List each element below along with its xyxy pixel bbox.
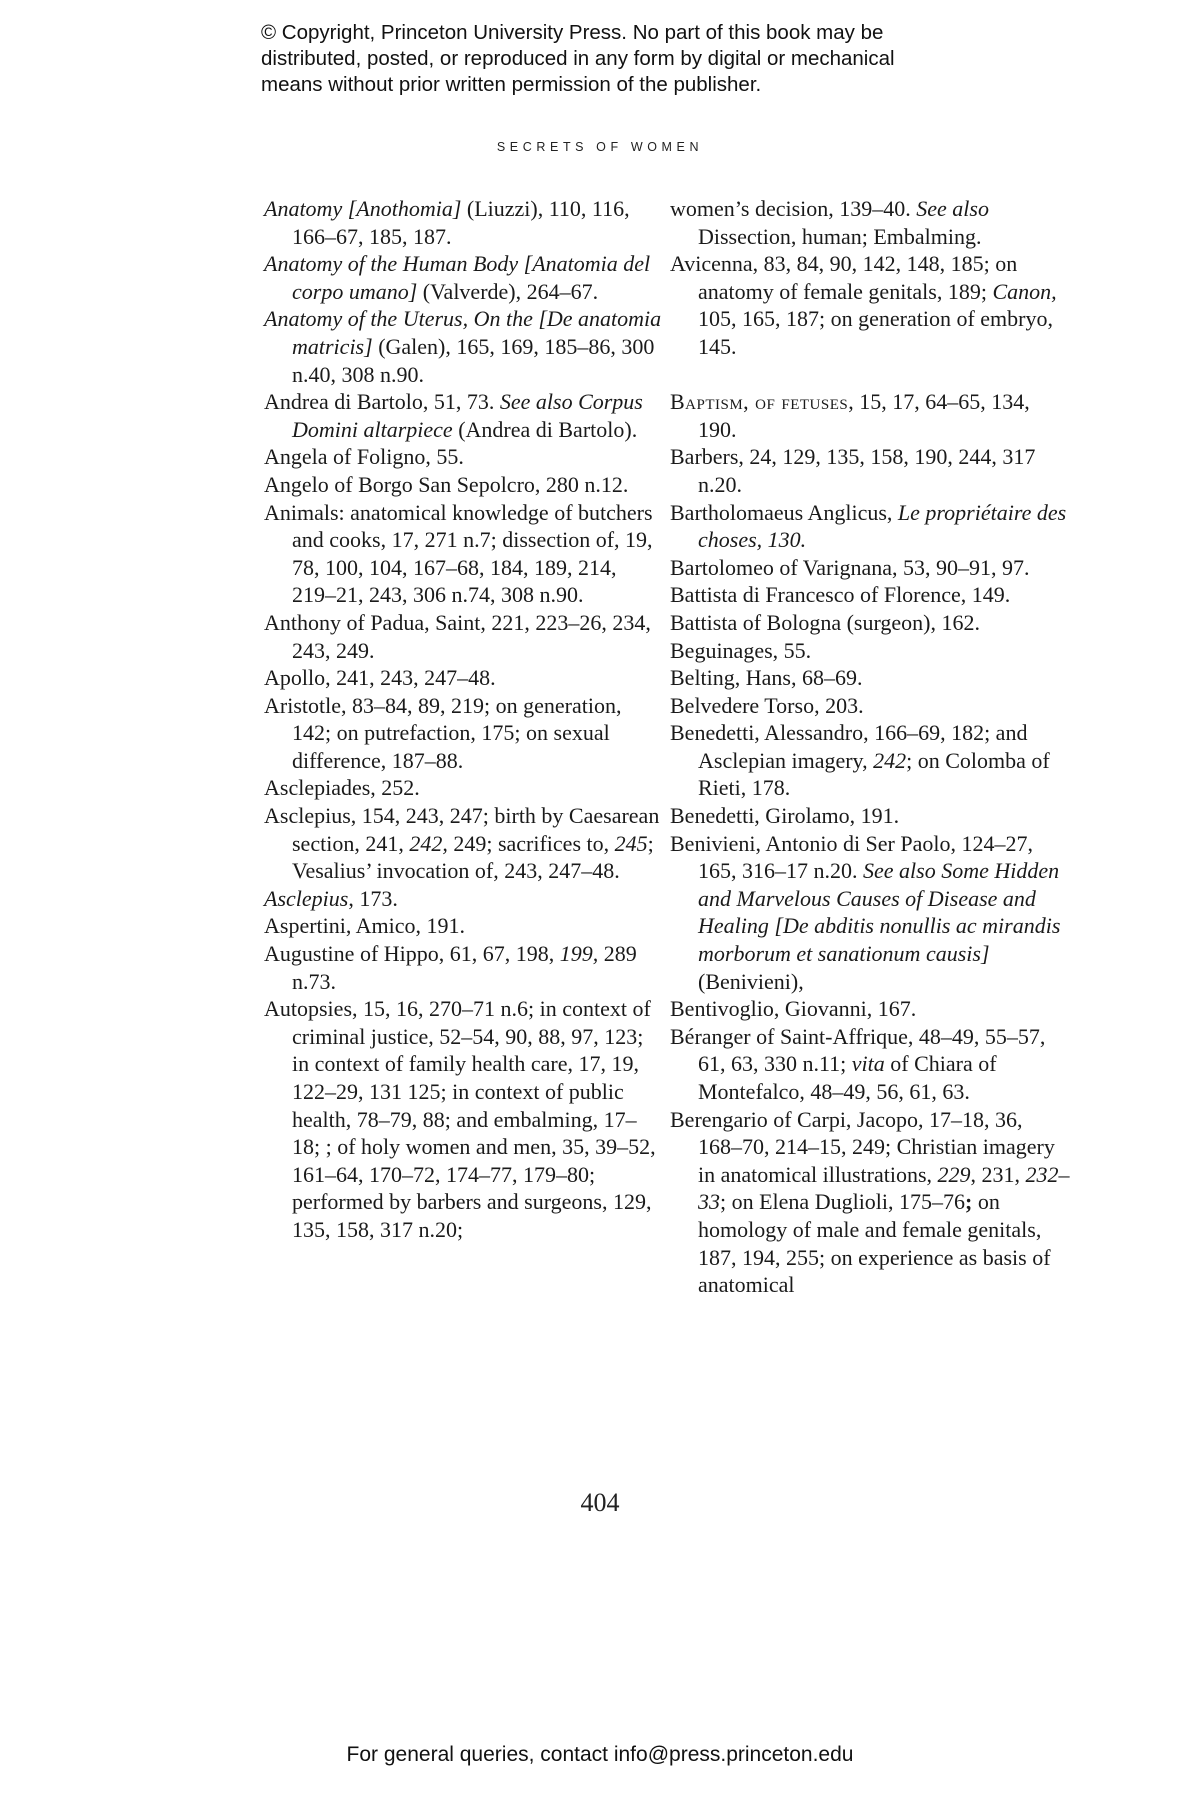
index-entry: Bartolomeo of Varignana, 53, 90–91, 97.	[670, 554, 1030, 580]
index-entry: Bentivoglio, Giovanni, 167.	[670, 996, 917, 1022]
index-entry: Angela of Foligno, 55.	[264, 444, 464, 470]
index-entry: Berengario of Carpi, Jacopo, 17–18, 36, 168–70, 214–15, 249; Christian imagery in anatomical illustrations, 229, 231, 232–33; on Elena Duglioli, 175–76; on homology of male and female genitals, 187, 194, 255; on experience as basis of anatomical	[670, 1106, 1070, 1298]
index-entry: Benivieni, Antonio di Ser Paolo, 124–27, 165, 316–17 n.20. See also Some Hidden and Marvelous Causes of Disease and Healing [De abditis nonullis ac mirandis morborum et sanationum causis] (Benivieni),	[670, 830, 1061, 994]
index-entry: Aristotle, 83–84, 89, 219; on generation, 142; on putrefaction, 175; on sexual difference, 187–88.	[264, 692, 622, 773]
index-entry: Asclepius, 173.	[264, 885, 398, 911]
index-entry: Baptism, of fetuses, 15, 17, 64–65, 134, 190.	[670, 389, 1030, 442]
index-entry: Barbers, 24, 129, 135, 158, 190, 244, 317 n.20.	[670, 444, 1036, 497]
index-entry: Animals: anatomical knowledge of butchers and cooks, 17, 271 n.7; dissection of, 19, 78, 100, 104, 167–68, 184, 189, 214, 219–21, 243, 306 n.74, 308 n.90.	[264, 499, 653, 608]
index-entry: Apollo, 241, 243, 247–48.	[264, 665, 496, 691]
index-entry: Anatomy [Anothomia] (Liuzzi), 110, 116, 166–67, 185, 187.	[264, 196, 630, 249]
running-head: SECRETS OF WOMEN	[496, 140, 704, 154]
copyright-notice	[261, 20, 1021, 98]
index-entry: Anatomy of the Human Body [Anatomia del corpo umano] (Valverde), 264–67.	[264, 251, 651, 304]
copyright-line: means without prior written permission of the publisher.	[261, 73, 762, 96]
index-entry: Aspertini, Amico, 191.	[264, 913, 466, 939]
index-entry: Belvedere Torso, 203.	[670, 692, 864, 718]
index-entry: Belting, Hans, 68–69.	[670, 665, 863, 691]
index-entry: Andrea di Bartolo, 51, 73. See also Corpus Domini altarpiece (Andrea di Bartolo).	[264, 389, 643, 442]
index-entry: Battista di Francesco of Florence, 149.	[670, 582, 1011, 608]
page-number: 404	[580, 1488, 620, 1517]
index-entry: Benedetti, Alessandro, 166–69, 182; and Asclepian imagery, 242; on Colomba of Rieti, 178.	[670, 720, 1050, 801]
index-column-right	[670, 195, 1070, 1299]
index-entry: Angelo of Borgo San Sepolcro, 280 n.12.	[264, 471, 629, 497]
index-entry: Asclepius, 154, 243, 247; birth by Caesarean section, 241, 242, 249; sacrifices to, 245; Vesalius’ invocation of, 243, 247–48.	[264, 803, 660, 884]
index-entry: Anthony of Padua, Saint, 221, 223–26, 234, 243, 249.	[264, 609, 651, 663]
footer-contact: For general queries, contact info@press.princeton.edu	[346, 1743, 854, 1766]
index-entry: Bartholomaeus Anglicus, Le propriétaire des choses, 130.	[670, 499, 1067, 553]
copyright-line: © Copyright, Princeton University Press. No part of this book may be	[261, 21, 884, 44]
index-entry: Avicenna, 83, 84, 90, 142, 148, 185; on anatomy of female genitals, 189; Canon, 105, 165, 187; on generation of embryo, 145.	[670, 251, 1057, 359]
index-entry: Béranger of Saint-Affrique, 48–49, 55–57, 61, 63, 330 n.11; vita of Chiara of Montefalco, 48–49, 56, 61, 63.	[670, 1023, 1046, 1104]
copyright-line: distributed, posted, or reproduced in any form by digital or mechanical	[261, 47, 895, 70]
index-entry: women’s decision, 139–40. See also Dissection, human; Embalming.	[670, 196, 989, 249]
index-entry: Beguinages, 55.	[670, 637, 812, 663]
index-column-left	[264, 195, 664, 1244]
index-entry: Asclepiades, 252.	[264, 775, 420, 801]
index-entry: Battista of Bologna (surgeon), 162.	[670, 609, 980, 635]
index-entry: Autopsies, 15, 16, 270–71 n.6; in context of criminal justice, 52–54, 90, 88, 97, 123; in context of family health care, 17, 19, 122–29, 131 125; in context of public health, 78–79, 88; and embalming, 17–18; ; of holy women and men, 35, 39–52, 161–64, 170–72, 174–77, 179–80; performed by barbers and surgeons, 129, 135, 158, 317 n.20;	[264, 996, 656, 1242]
index-entry: Augustine of Hippo, 61, 67, 198, 199, 289 n.73.	[264, 941, 637, 994]
index-entry: Benedetti, Girolamo, 191.	[670, 803, 900, 829]
index-entry: Anatomy of the Uterus, On the [De anatomia matricis] (Galen), 165, 169, 185–86, 300 n.40, 308 n.90.	[264, 306, 662, 387]
